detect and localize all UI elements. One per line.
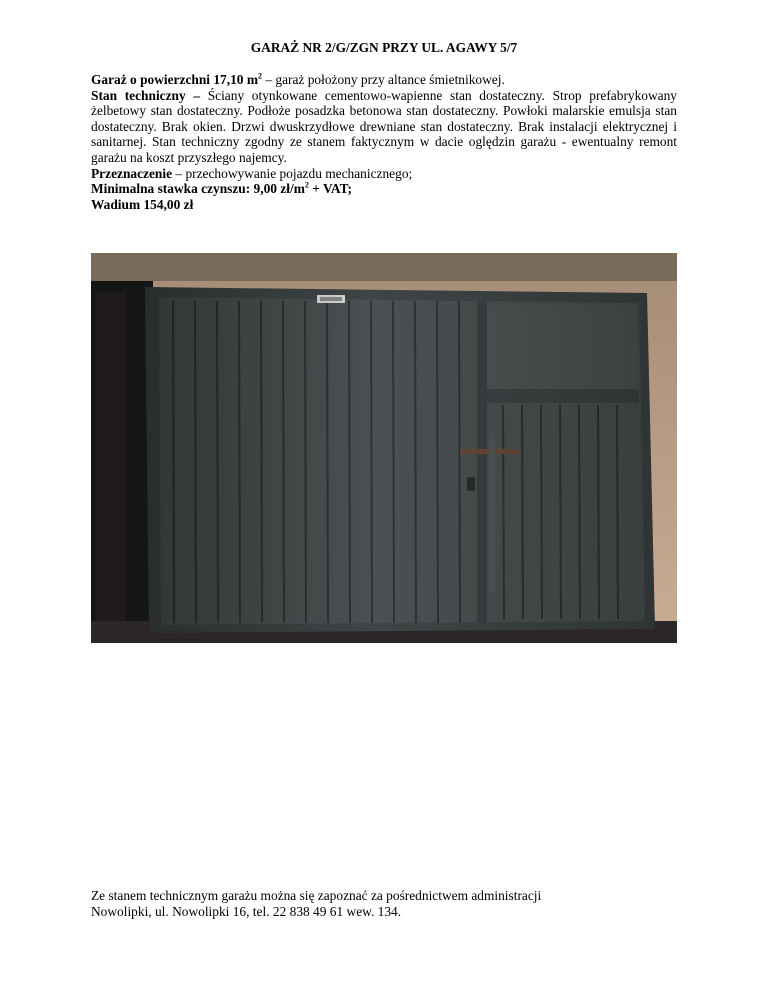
footer-line-2: Nowolipki, ul. Nowolipki 16, tel. 22 838 49 61 wew. 134. bbox=[91, 903, 402, 919]
rent-line bbox=[91, 181, 677, 197]
garage-door-photo bbox=[91, 253, 677, 643]
condition-text: Ściany otynkowane cementowo-wapienne stan dostateczny. Strop prefabrykowany żelbetowy stan dostateczny. Podłoże posadzka betonowa stan dostateczny. Powłoki malarskie emulsja stan dostateczny. Brak okien. Drzwi dwuskrzydłowe drewniane stan dostateczny. Brak instalacji elektrycznej i sanitarnej. Stan techniczny zgodny ze stanem faktycznym w dacie oględzin garażu - ewentualny remont garażu na koszt przyszłego najemcy. bbox=[91, 87, 677, 165]
rent-label: Minimalna stawka czynszu: 9,00 $zł/m^2$ + VAT; bbox=[91, 180, 352, 197]
purpose-text: – przechowywanie pojazdu mechanicznego; bbox=[172, 165, 413, 181]
deposit-line bbox=[91, 197, 677, 213]
footer-note bbox=[91, 888, 691, 919]
purpose-label: Przeznaczenie bbox=[91, 165, 173, 181]
rent-superscript: 2 bbox=[304, 180, 309, 190]
description-block bbox=[91, 72, 677, 212]
condition-paragraph bbox=[91, 88, 677, 166]
condition-label: Stan techniczny – bbox=[91, 87, 201, 103]
area-label: Garaż o powierzchni 17,10 $m^2$ bbox=[91, 71, 262, 87]
area-superscript: 2 bbox=[257, 71, 262, 81]
footer-line-1: Ze stanem technicznym garażu można się zapoznać za pośrednictwem administracji bbox=[91, 888, 542, 903]
deposit-text: Wadium 154,00 zł bbox=[91, 196, 194, 212]
document-title: GARAŻ NR 2/G/ZGN PRZY UL. AGAWY 5/7 bbox=[250, 40, 518, 55]
area-text: – garaż położony przy altance śmietnikowej. bbox=[261, 72, 505, 87]
purpose-line bbox=[91, 166, 677, 182]
area-line bbox=[91, 72, 677, 88]
